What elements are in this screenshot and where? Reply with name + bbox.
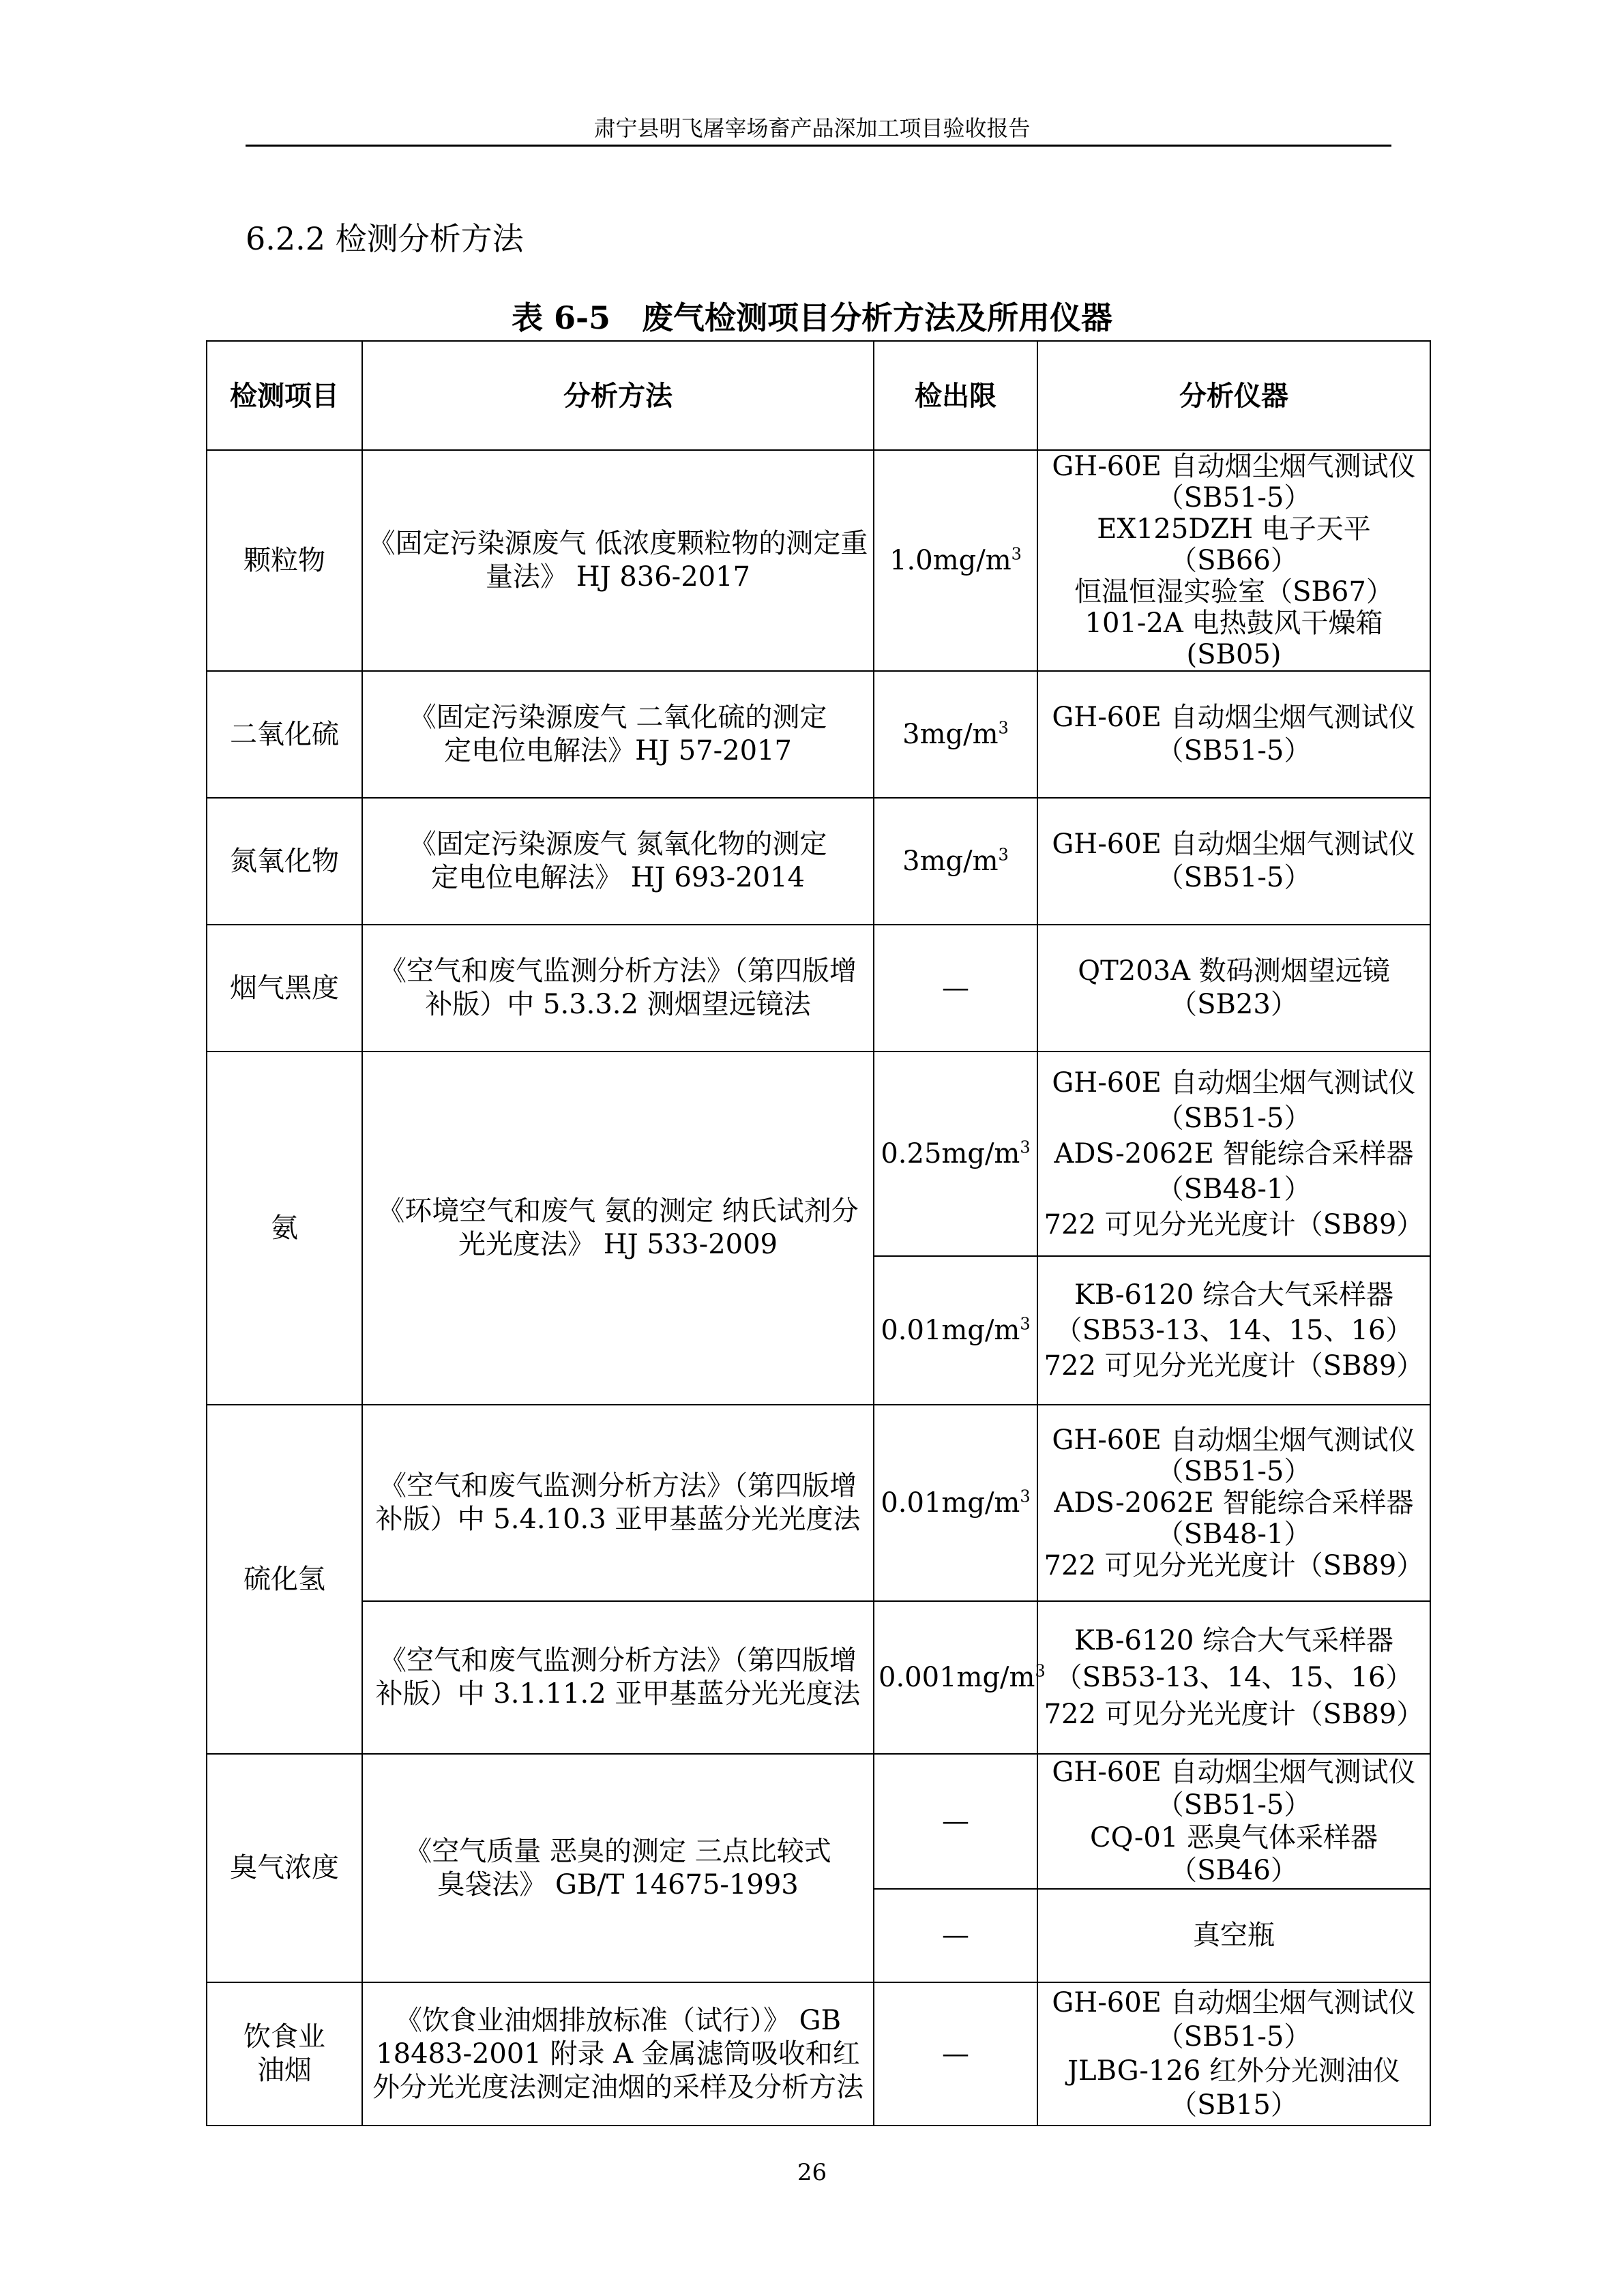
table-row xyxy=(207,798,1430,925)
running-header: 肃宁县明飞屠宰场畜产品深加工项目验收报告 xyxy=(593,115,1031,141)
table-caption: 表 6-5 废气检测项目分析方法及所用仪器 xyxy=(511,299,1113,336)
item-cell: 氨 xyxy=(207,1052,362,1405)
limit-cell: — xyxy=(874,1889,1037,1982)
limit-cell: — xyxy=(874,1982,1037,2126)
instrument-cell: GH-60E 自动烟尘烟气测试仪 （SB51-5） ADS-2062E 智能综合采样器 （SB48-1） 722 可见分光光度计（SB89） xyxy=(1037,1405,1430,1601)
table-row xyxy=(207,450,1430,671)
instrument-cell: 真空瓶 xyxy=(1037,1889,1430,1982)
instrument-cell: GH-60E 自动烟尘烟气测试仪 （SB51-5） xyxy=(1037,798,1430,925)
column-header: 分析方法 xyxy=(362,341,874,450)
item-cell: 臭气浓度 xyxy=(207,1754,362,1982)
item-cell: 饮食业 油烟 xyxy=(207,1982,362,2126)
limit-cell: $3mg/m^3$ xyxy=(874,798,1037,925)
instrument-cell: GH-60E 自动烟尘烟气测试仪 （SB51-5） JLBG-126 红外分光测油仪 （SB15） xyxy=(1037,1982,1430,2126)
method-cell: 《空气和废气监测分析方法》（第四版增补版）中 5.4.10.3 亚甲基蓝分光光度法 xyxy=(362,1405,874,1601)
table-row xyxy=(207,1982,1430,2126)
limit-cell: $0.01mg/m^3$ xyxy=(874,1256,1037,1405)
section-heading: 6.2.2 检测分析方法 xyxy=(246,220,524,257)
instrument-cell: GH-60E 自动烟尘烟气测试仪 （SB51-5） CQ-01 恶臭气体采样器（SB46） xyxy=(1037,1754,1430,1889)
limit-cell: $0.001mg/m^3$ xyxy=(874,1601,1037,1754)
item-cell: 氮氧化物 xyxy=(207,798,362,925)
limit-cell: $0.01mg/m^3$ xyxy=(874,1405,1037,1601)
table-row xyxy=(207,1754,1430,1889)
item-cell: 颗粒物 xyxy=(207,450,362,671)
method-cell: 《固定污染源废气 低浓度颗粒物的测定重量法》 HJ 836-2017 xyxy=(362,450,874,671)
limit-cell: — xyxy=(874,925,1037,1052)
method-cell: 《饮食业油烟排放标准（试行）》 GB 18483-2001 附录 A 金属滤筒吸收和红外分光光度法测定油烟的采样及分析方法 xyxy=(362,1982,874,2126)
table-row xyxy=(207,925,1430,1052)
item-cell: 二氧化硫 xyxy=(207,671,362,798)
instrument-cell: GH-60E 自动烟尘烟气测试仪 （SB51-5） ADS-2062E 智能综合采样器 （SB48-1） 722 可见分光光度计（SB89） xyxy=(1037,1052,1430,1256)
header-rule xyxy=(246,145,1391,147)
instrument-cell: KB-6120 综合大气采样器 （SB53-13、14、15、16） 722 可见分光光度计（SB89） xyxy=(1037,1601,1430,1754)
limit-cell: — xyxy=(874,1754,1037,1889)
method-cell: 《固定污染源废气 二氧化硫的测定 定电位电解法》HJ 57-2017 xyxy=(362,671,874,798)
page-number: 26 xyxy=(797,2159,827,2186)
method-cell: 《空气和废气监测分析方法》（第四版增补版）中 3.1.11.2 亚甲基蓝分光光度法 xyxy=(362,1601,874,1754)
method-cell: 《固定污染源废气 氮氧化物的测定 定电位电解法》 HJ 693-2014 xyxy=(362,798,874,925)
instrument-cell: QT203A 数码测烟望远镜 （SB23） xyxy=(1037,925,1430,1052)
table-header-row xyxy=(207,341,1430,450)
instrument-cell: GH-60E 自动烟尘烟气测试仪 （SB51-5） EX125DZH 电子天平（SB66） 恒温恒湿实验室（SB67） 101-2A 电热鼓风干燥箱(SB05) xyxy=(1037,450,1430,671)
table-row xyxy=(207,671,1430,798)
column-header: 检测项目 xyxy=(207,341,362,450)
analysis-methods-table xyxy=(206,340,1431,2126)
method-cell: 《空气质量 恶臭的测定 三点比较式 臭袋法》 GB/T 14675-1993 xyxy=(362,1754,874,1982)
limit-cell: $3mg/m^3$ xyxy=(874,671,1037,798)
item-cell: 硫化氢 xyxy=(207,1405,362,1754)
table-row xyxy=(207,1052,1430,1256)
limit-cell: $1.0mg/m^3$ xyxy=(874,450,1037,671)
method-cell: 《环境空气和废气 氨的测定 纳氏试剂分光光度法》 HJ 533-2009 xyxy=(362,1052,874,1405)
method-cell: 《空气和废气监测分析方法》（第四版增补版）中 5.3.3.2 测烟望远镜法 xyxy=(362,925,874,1052)
column-header: 检出限 xyxy=(874,341,1037,450)
table-row xyxy=(207,1405,1430,1601)
limit-cell: $0.25mg/m^3$ xyxy=(874,1052,1037,1256)
instrument-cell: GH-60E 自动烟尘烟气测试仪 （SB51-5） xyxy=(1037,671,1430,798)
instrument-cell: KB-6120 综合大气采样器 （SB53-13、14、15、16） 722 可见分光光度计（SB89） xyxy=(1037,1256,1430,1405)
table-row xyxy=(207,1601,1430,1754)
item-cell: 烟气黑度 xyxy=(207,925,362,1052)
column-header: 分析仪器 xyxy=(1037,341,1430,450)
